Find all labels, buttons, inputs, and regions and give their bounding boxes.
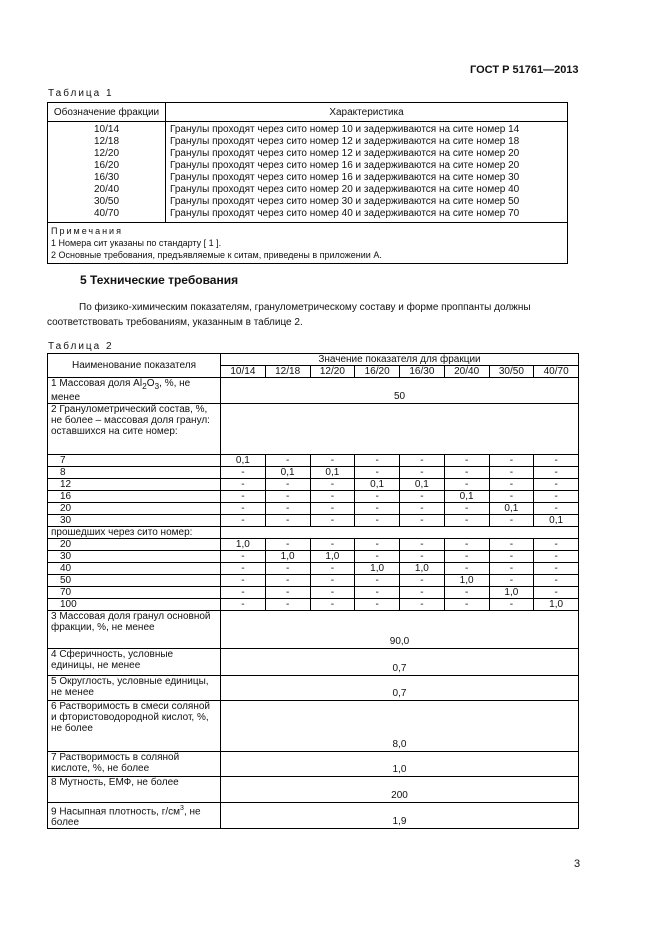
- value-cell: -: [265, 587, 310, 599]
- value-cell: -: [534, 575, 579, 587]
- value-cell: -: [400, 575, 445, 587]
- note-item: 2 Основные требования, предъявляемые к ситам, приведены в приложении А.: [51, 250, 382, 260]
- value-cell: -: [489, 515, 534, 527]
- value-cell: 0,1: [489, 503, 534, 515]
- value-cell: -: [489, 539, 534, 551]
- table-row: [48, 503, 579, 515]
- value-cell: -: [265, 539, 310, 551]
- value-cell: [221, 527, 579, 539]
- sieve-number-cell: 20: [48, 539, 221, 551]
- value-cell: -: [310, 599, 355, 611]
- table1-label: Таблица 1: [48, 88, 114, 99]
- fraction-header-cell: 12/20: [310, 366, 355, 378]
- characteristic-cell: Гранулы проходят через сито номер 16 и задерживаются на сите номер 20: [166, 160, 568, 172]
- row-label: [48, 378, 221, 404]
- value-cell: -: [221, 587, 266, 599]
- value-cell: -: [355, 455, 400, 467]
- table-row: [48, 563, 579, 575]
- value-cell: -: [444, 563, 489, 575]
- fraction-header-cell: 16/30: [400, 366, 445, 378]
- table-row: [48, 196, 568, 208]
- table-row: [48, 455, 579, 467]
- table1: [47, 102, 568, 264]
- value-cell: -: [310, 515, 355, 527]
- value-cell: -: [400, 491, 445, 503]
- value-cell: 8,0: [221, 701, 579, 752]
- value-cell: -: [534, 467, 579, 479]
- row-label: 7 Растворимость в соляной кислоте, %, не более: [48, 752, 221, 777]
- subscript: 2: [142, 381, 147, 391]
- characteristic-cell: Гранулы проходят через сито номер 12 и задерживаются на сите номер 18: [166, 136, 568, 148]
- value-cell: -: [310, 587, 355, 599]
- value-cell: 1,0: [534, 599, 579, 611]
- value-cell: -: [400, 587, 445, 599]
- row-label-text: 9 Насыпная плотность, г/см: [51, 806, 181, 818]
- table2-label: Таблица 2: [48, 341, 114, 352]
- value-cell: -: [221, 503, 266, 515]
- value-cell: -: [400, 467, 445, 479]
- row-label-text: , не более: [51, 806, 201, 829]
- table-row: [48, 479, 579, 491]
- value-cell: -: [489, 563, 534, 575]
- value-cell: -: [265, 563, 310, 575]
- value-cell: -: [534, 455, 579, 467]
- value-cell: -: [310, 479, 355, 491]
- characteristic-cell: Гранулы проходят через сито номер 40 и задерживаются на сите номер 70: [166, 208, 568, 223]
- row-label-text: O: [146, 378, 155, 389]
- value-cell: 1,0: [310, 551, 355, 563]
- value-cell: -: [221, 551, 266, 563]
- value-cell: -: [534, 503, 579, 515]
- fraction-cell: 30/50: [48, 196, 166, 208]
- retained-rows: [48, 455, 579, 527]
- value-cell: 1,0: [489, 587, 534, 599]
- value-cell: 0,1: [400, 479, 445, 491]
- value-cell: -: [444, 599, 489, 611]
- document-code: ГОСТ Р 51761—2013: [470, 64, 579, 76]
- value-cell: -: [221, 599, 266, 611]
- value-cell: -: [400, 455, 445, 467]
- value-cell: -: [444, 539, 489, 551]
- sieve-number-cell: 12: [48, 479, 221, 491]
- value-cell: -: [310, 575, 355, 587]
- value-cell: -: [221, 563, 266, 575]
- value-cell: -: [489, 455, 534, 467]
- table2: [47, 353, 579, 829]
- value-cell: -: [265, 503, 310, 515]
- value-cell: 1,0: [221, 752, 579, 777]
- characteristic-cell: Гранулы проходят через сито номер 20 и задерживаются на сите номер 40: [166, 184, 568, 196]
- characteristic-cell: Гранулы проходят через сито номер 30 и задерживаются на сите номер 50: [166, 196, 568, 208]
- table-row: [48, 172, 568, 184]
- value-cell: 0,7: [221, 676, 579, 701]
- table-row: [48, 575, 579, 587]
- value-cell: -: [444, 551, 489, 563]
- value-cell: -: [489, 467, 534, 479]
- page-number: 3: [574, 858, 581, 870]
- value-cell: -: [400, 599, 445, 611]
- value-cell: 90,0: [221, 611, 579, 649]
- value-cell: -: [489, 491, 534, 503]
- value-cell: 1,0: [221, 539, 266, 551]
- characteristic-cell: Гранулы проходят через сито номер 10 и задерживаются на сите номер 14: [166, 122, 568, 137]
- value-cell: -: [534, 491, 579, 503]
- sieve-number-cell: 40: [48, 563, 221, 575]
- fraction-cell: 12/20: [48, 148, 166, 160]
- value-cell: -: [444, 503, 489, 515]
- value-cell: 0,1: [221, 455, 266, 467]
- value-cell: -: [221, 479, 266, 491]
- value-cell: -: [489, 479, 534, 491]
- value-cell: -: [355, 539, 400, 551]
- table-row: [48, 539, 579, 551]
- value-cell: -: [444, 479, 489, 491]
- row-label: [48, 803, 221, 829]
- value-cell: 1,0: [400, 563, 445, 575]
- value-cell: 0,7: [221, 649, 579, 676]
- value-cell: -: [265, 455, 310, 467]
- fraction-cell: 10/14: [48, 122, 166, 137]
- value-cell: -: [355, 491, 400, 503]
- value-cell: -: [444, 467, 489, 479]
- sieve-number-cell: 30: [48, 515, 221, 527]
- value-cell: -: [221, 467, 266, 479]
- value-cell: -: [355, 599, 400, 611]
- value-cell: -: [355, 575, 400, 587]
- table-row: [48, 148, 568, 160]
- note-item: 1 Номера сит указаны по стандарту [ 1 ].: [51, 238, 222, 248]
- table2-header-name: Наименование показателя: [48, 354, 221, 378]
- value-cell: -: [355, 515, 400, 527]
- value-cell: -: [221, 515, 266, 527]
- table-row: [48, 184, 568, 196]
- table-row: [48, 467, 579, 479]
- fraction-header-cell: 20/40: [444, 366, 489, 378]
- sieve-number-cell: 7: [48, 455, 221, 467]
- fraction-header-cell: 16/20: [355, 366, 400, 378]
- section-title: 5 Технические требования: [80, 273, 239, 287]
- value-cell: -: [265, 515, 310, 527]
- table-row: [48, 599, 579, 611]
- value-cell: -: [489, 575, 534, 587]
- characteristic-cell: Гранулы проходят через сито номер 16 и задерживаются на сите номер 30: [166, 172, 568, 184]
- value-cell: 0,1: [355, 479, 400, 491]
- fraction-header-cell: 10/14: [221, 366, 266, 378]
- table-row: [48, 491, 579, 503]
- value-cell: 50: [221, 378, 579, 404]
- value-cell: -: [444, 587, 489, 599]
- value-cell: -: [310, 539, 355, 551]
- section-intro: По физико-химическим показателям, гранулометрическому составу и форме проппанты должны соответствовать требованиям, указанным в таблице 2.: [47, 302, 531, 328]
- sieve-number-cell: 100: [48, 599, 221, 611]
- value-cell: 0,1: [310, 467, 355, 479]
- value-cell: -: [534, 587, 579, 599]
- fraction-cell: 16/20: [48, 160, 166, 172]
- value-cell: [221, 404, 579, 455]
- value-cell: 1,0: [265, 551, 310, 563]
- value-cell: -: [265, 575, 310, 587]
- value-cell: -: [310, 455, 355, 467]
- row-label-text: 1 Массовая доля Al: [51, 378, 143, 389]
- value-cell: 1,0: [444, 575, 489, 587]
- row-label: 2 Гранулометрический состав, %, не более – массовая доля гранул: оставшихся на сите номер:: [48, 404, 221, 455]
- row-label: 6 Растворимость в смеси соляной и фтористоводородной кислот, %, не более: [48, 701, 221, 752]
- value-cell: -: [400, 503, 445, 515]
- value-cell: -: [534, 539, 579, 551]
- fraction-cell: 12/18: [48, 136, 166, 148]
- value-cell: 1,9: [221, 803, 579, 829]
- value-cell: 1,0: [355, 563, 400, 575]
- table-row: [48, 136, 568, 148]
- row-label: прошедших через сито номер:: [48, 527, 221, 539]
- table-row: [48, 551, 579, 563]
- table-row: [48, 160, 568, 172]
- value-cell: -: [310, 491, 355, 503]
- value-cell: -: [400, 539, 445, 551]
- row-label: 3 Массовая доля гранул основной фракции, %, не менее: [48, 611, 221, 649]
- sieve-number-cell: 20: [48, 503, 221, 515]
- row-label-text: , %, не менее: [51, 378, 191, 403]
- fraction-header-cell: 30/50: [489, 366, 534, 378]
- table1-header-characteristic: Характеристика: [166, 103, 568, 122]
- value-cell: -: [534, 563, 579, 575]
- value-cell: -: [310, 563, 355, 575]
- table-row: [48, 587, 579, 599]
- table-row: [48, 515, 579, 527]
- table-row: [48, 208, 568, 223]
- value-cell: 0,1: [534, 515, 579, 527]
- sieve-number-cell: 30: [48, 551, 221, 563]
- value-cell: -: [355, 587, 400, 599]
- value-cell: -: [489, 599, 534, 611]
- value-cell: 200: [221, 777, 579, 803]
- table-row: [48, 122, 568, 137]
- value-cell: -: [534, 551, 579, 563]
- sieve-number-cell: 8: [48, 467, 221, 479]
- fraction-cell: 20/40: [48, 184, 166, 196]
- value-cell: -: [221, 575, 266, 587]
- value-cell: 0,1: [265, 467, 310, 479]
- value-cell: -: [355, 467, 400, 479]
- value-cell: -: [489, 551, 534, 563]
- value-cell: -: [265, 599, 310, 611]
- fraction-header-cell: 12/18: [265, 366, 310, 378]
- sieve-number-cell: 50: [48, 575, 221, 587]
- value-cell: -: [355, 551, 400, 563]
- fraction-header-cell: 40/70: [534, 366, 579, 378]
- sieve-number-cell: 16: [48, 491, 221, 503]
- value-cell: -: [400, 515, 445, 527]
- value-cell: -: [444, 455, 489, 467]
- superscript: 3: [180, 805, 184, 812]
- fraction-cell: 16/30: [48, 172, 166, 184]
- value-cell: -: [265, 479, 310, 491]
- value-cell: -: [444, 515, 489, 527]
- value-cell: -: [310, 503, 355, 515]
- table2-header-value: Значение показателя для фракции: [221, 354, 579, 366]
- value-cell: 0,1: [444, 491, 489, 503]
- row-label: 5 Округлость, условные единицы, не менее: [48, 676, 221, 701]
- sieve-number-cell: 70: [48, 587, 221, 599]
- value-cell: -: [400, 551, 445, 563]
- fraction-cell: 40/70: [48, 208, 166, 223]
- value-cell: -: [221, 491, 266, 503]
- value-cell: -: [534, 479, 579, 491]
- row-label: 4 Сферичность, условные единицы, не менее: [48, 649, 221, 676]
- row-label: 8 Мутность, ЕМФ, не более: [48, 777, 221, 803]
- table1-header-fraction: Обозначение фракции: [48, 103, 166, 122]
- characteristic-cell: Гранулы проходят через сито номер 12 и задерживаются на сите номер 20: [166, 148, 568, 160]
- value-cell: -: [265, 491, 310, 503]
- notes-title: Примечания: [51, 226, 123, 236]
- value-cell: -: [355, 503, 400, 515]
- table1-notes: [48, 223, 568, 264]
- passed-rows: [48, 539, 579, 611]
- subscript: 3: [154, 381, 160, 391]
